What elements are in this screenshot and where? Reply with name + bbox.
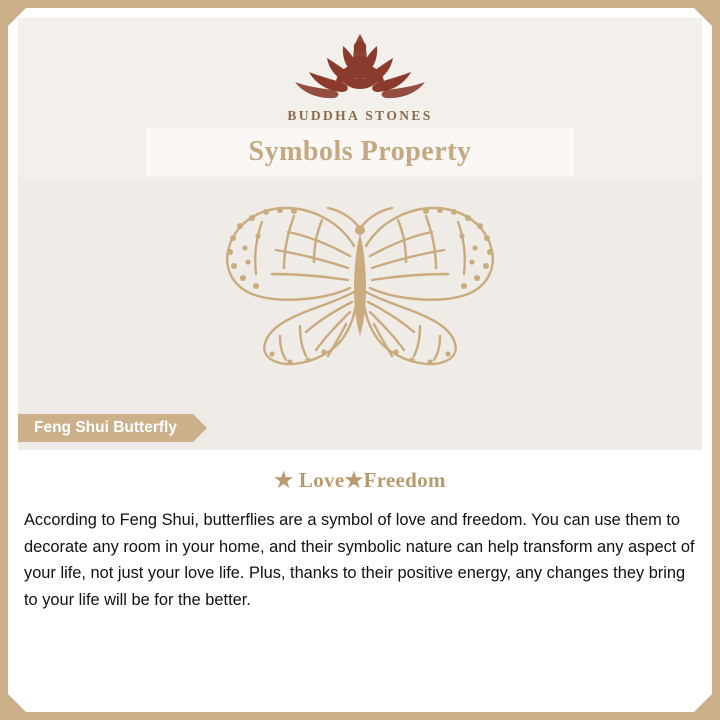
brand-logo [18,28,702,124]
content-card [18,18,702,702]
subheading: ★ Love★Freedom [274,468,446,492]
tag-label: Feng Shui Butterfly [34,419,177,436]
butterfly-illustration [18,186,702,391]
description-section [18,450,702,702]
page-title: Symbols Property [248,136,472,167]
title-band [146,128,574,176]
butterfly-icon [200,186,520,386]
description-paragraph: According to Feng Shui, butterflies are a symbol of love and freedom. You can use them to decorate any room in your home, and their symbolic nature can help transform any aspect of your life, not just your love life. Plus, thanks to their positive energy, any changes they bring to your life will be for the better. [24,511,695,609]
feng-shui-butterfly-tag [18,414,193,442]
brand-name: BUDDHA STONES [287,108,433,123]
header-section [18,18,702,178]
lotus-meditation-icon [285,28,435,106]
illustration-section [18,178,702,450]
